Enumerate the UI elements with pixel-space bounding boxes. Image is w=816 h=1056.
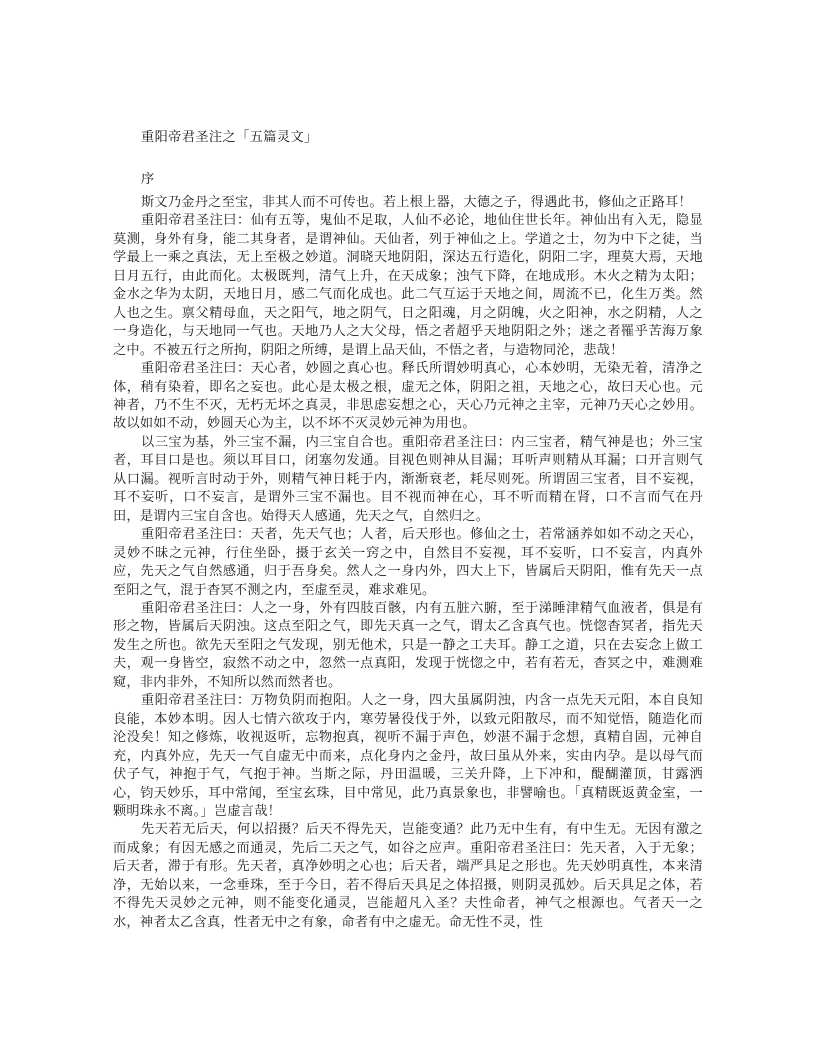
paragraph: 以三宝为基，外三宝不漏，内三宝自合也。重阳帝君圣注曰：内三宝者，精气神是也；外三宝者，耳目口是也。须以耳目口，闭塞勿发通。目视色则神从目漏；耳听声则精从耳漏；口开言则气从口漏。视听言时动于外，则精气神日耗于内，渐渐衰老，耗尽则死。所谓固三宝者，目不妄视，耳不妄听，口不妄言，是谓外三宝不漏也。目不视而神在心，耳不听而精在肾，口不言而气在丹田，是谓内三宝自含也。始得天人感通，先天之气，自然归之。 [113, 434, 703, 524]
paragraph: 重阳帝君圣注曰：天者，先天气也；人者，后天形也。修仙之士，若常涵养如如不动之天心，灵妙不昧之元神，行住坐卧，摄于玄关一窍之中，自然目不妄视，耳不妄听，口不妄言，内真外应，先天之气自然感通，归于吾身矣。然人之一身内外，四大上下，皆属后天阴阳，惟有先天一点至阳之气，混于杳冥不测之内，至虚至灵，难求难见。 [113, 527, 703, 598]
paragraph: 重阳帝君圣注曰：天心者，妙圆之真心也。释氏所谓妙明真心，心本妙明，无染无着，清净之体，稍有染着，即名之妄也。此心是太极之根，虚无之体，阴阳之祖，天地之心，故曰天心也。元神者，乃不生不灭，无朽无坏之真灵，非思虑妄想之心，天心乃元神之主宰，元神乃天心之妙用。故以如如不动，妙圆天心为主，以不坏不灭灵妙元神为用也。 [113, 361, 703, 432]
paragraph: 重阳帝君圣注曰：仙有五等，鬼仙不足取，人仙不必论，地仙住世长年。神仙出有入无，隐显莫测，身外有身，能二其身者，是谓神仙。天仙者，列于神仙之上。学道之士，勿为中下之徒，当学最上一乘之真法，无上至极之妙道。洞晓天地阴阳，深达五行造化，阴阳二字，理莫大焉，天地日月五行，由此而化。太极既判，清气上升，在天成象；浊气下降，在地成形。木火之精为太阳；金水之华为太阴，天地日月，感二气而化成也。此二气互运于天地之间，周流不已，化生万类。然人也之生。禀父精母血，天之阳气，地之阴气，日之阳魂，月之阴魄，火之阳神，水之阴精，人之一身造化，与天地同一气也。天地乃人之大父母，悟之者超乎天地阴阳之外；迷之者罹乎苦海万象之中。不被五行之所拘，阴阳之所缚，是谓上品天仙，不悟之者，与造物同沦，悲哉！ [113, 213, 703, 358]
paragraph: 先天若无后天，何以招摄？后天不得先天，岂能变通？此乃无中生有，有中生无。无因有激之而成象；有因无感之而通灵，先后二天之气，如谷之应声。重阳帝君圣注曰：先天者，入于无象；后天者，滞于有形。先天者，真净妙明之心也；后天者，端严具足之形也。先天妙明真性，本来清净，无始以来，一念垂珠，至于今日，若不得后天具足之体招摄，则阴灵孤妙。后天具足之体，若不得先天灵妙之元神，则不能变化通灵，岂能超凡入圣？夫性命者，神气之根源也。气者天一之水，神者太乙含真，性者无中之有象，命者有中之虚无。命无性不灵，性 [113, 822, 703, 930]
paragraph: 斯文乃金丹之至宝，非其人而不可传也。若上根上器，大德之子，得遇此书，修仙之正路耳！ [141, 195, 692, 210]
paragraph: 重阳帝君圣注曰：人之一身，外有四肢百骸，内有五脏六腑，至于涕睡津精气血液者，俱是有形之物，皆属后天阴浊。这点至阳之气，即先天真一之气，谓太乙含真气也。恍惚杳冥者，指先天发生之所也。欲先天至阳之气发现，别无他术，只是一静之工夫耳。静工之道，只在去妄念上做工夫，观一身皆空，寂然不动之中，忽然一点真阳，发现于恍惚之中，若有若无，杳冥之中，难测难窥，非内非外，不知所以然而然者也。 [113, 600, 703, 690]
section-heading-preface: 序 [141, 172, 155, 187]
page-title: 重阳帝君圣注之「五篇灵文」 [141, 130, 318, 145]
document-content [113, 128, 703, 932]
paragraph: 重阳帝君圣注曰：万物负阴而抱阳。人之一身，四大虽属阴浊，内含一点先天元阳，本自良知良能，本妙本明。因人七情六欲攻于内，寒劳暑役伐于外，以致元阳散尽，而不知觉悟，随造化而沦没矣！知之修炼，收视返听，忘物抱真，视听不漏于声色，妙湛不漏于念想，真精自固，元神自充，内真外应，先天一气自虚无中而来，点化身内之金丹，故曰虽从外来，实由内孕。是以母气而伏子气，神抱于气，气抱于神。当斯之际，丹田温暖，三关升降，上下冲和，醍醐灌顶，甘露洒心，钧天妙乐，耳中常闻，至宝玄珠，目中常见，此乃真景象也，非譬喻也。「真精既返黄金室，一颗明珠永不离。」岂虚言哉！ [113, 693, 703, 819]
